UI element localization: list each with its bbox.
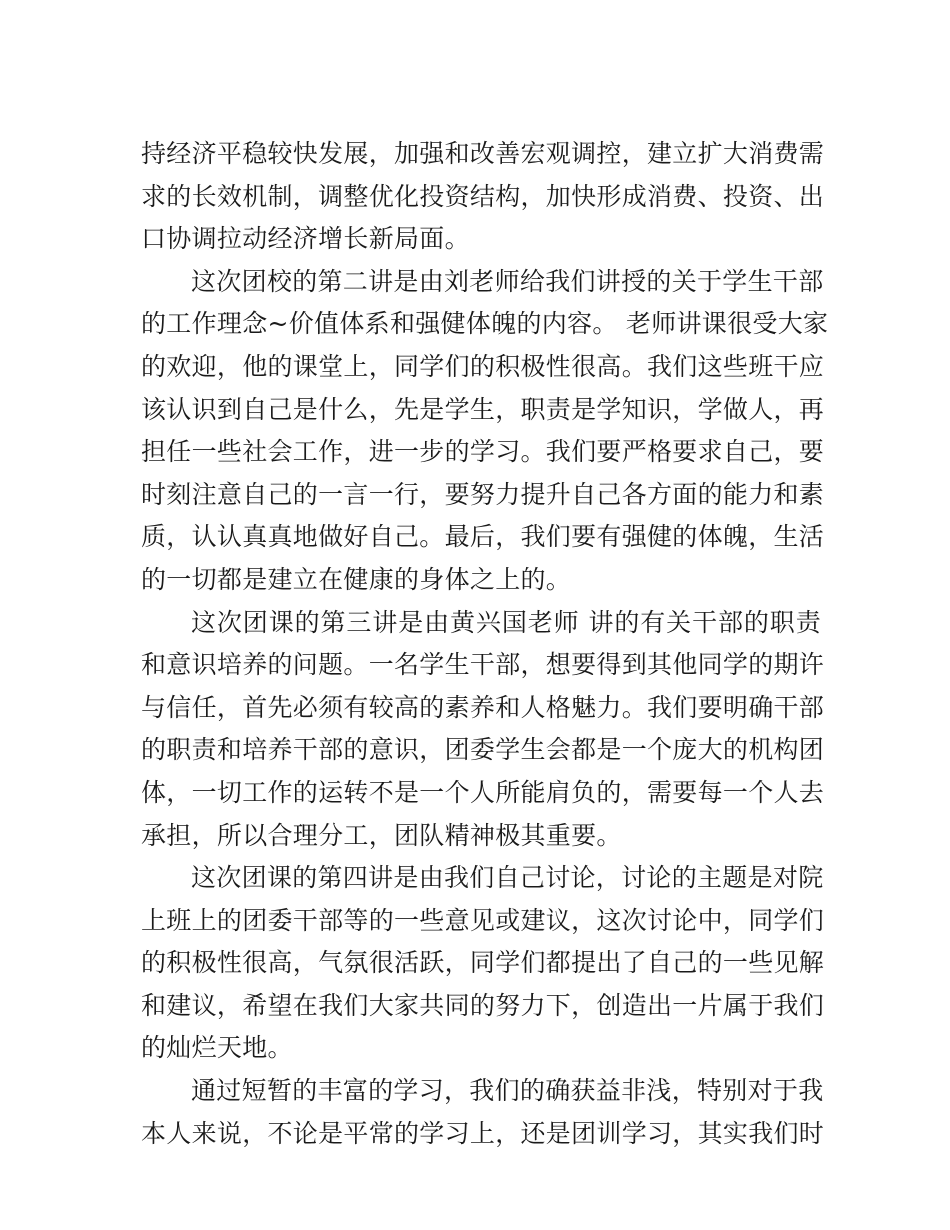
text-line: 的职责和培养干部的意识，团委学生会都是一个庞大的机构团 <box>141 735 825 765</box>
text-line: 担任一些社会工作，进一步的学习。我们要严格要求自己，要 <box>141 437 825 467</box>
paragraph <box>141 602 825 858</box>
text-line: 的灿烂天地。 <box>141 1033 293 1063</box>
text-line: 口协调拉动经济增长新局面。 <box>141 224 470 254</box>
text-line: 本人来说，不论是平常的学习上，还是团训学习，其实我们时 <box>141 1118 825 1148</box>
text-line: 的工作理念~价值体系和强健体魄的内容。 老师讲课很受大家 <box>141 309 829 339</box>
text-line: 这次团校的第二讲是由刘老师给我们讲授的关于学生干部 <box>191 266 824 296</box>
text-line: 和意识培养的问题。一名学生干部，想要得到其他同学的期许 <box>141 650 825 680</box>
paragraph <box>141 133 825 261</box>
text-line: 这次团课的第四讲是由我们自己讨论，讨论的主题是对院 <box>191 863 824 893</box>
text-line: 和建议，希望在我们大家共同的努力下，创造出一片属于我们 <box>141 990 825 1020</box>
text-line: 持经济平稳较快发展，加强和改善宏观调控，建立扩大消费需 <box>141 139 825 168</box>
paragraph <box>141 857 825 1070</box>
text-line: 该认识到自己是什么，先是学生，职责是学知识，学做人，再 <box>141 394 825 424</box>
text-line: 这次团课的第三讲是由黄兴国老师 讲的有关干部的职责 <box>191 607 821 637</box>
text-line: 体，一切工作的运转不是一个人所能肩负的，需要每一个人去 <box>141 777 825 807</box>
text-line: 时刻注意自己的一言一行，要努力提升自己各方面的能力和素 <box>141 479 825 509</box>
text-line: 的欢迎，他的课堂上，同学们的积极性很高。我们这些班干应 <box>141 351 825 381</box>
text-line: 与信任，首先必须有较高的素养和人格魅力。我们要明确干部 <box>141 692 825 722</box>
text-line: 的积极性很高，气氛很活跃，同学们都提出了自己的一些见解 <box>141 948 825 978</box>
text-line: 求的长效机制，调整优化投资结构，加快形成消费、投资、出 <box>141 181 825 211</box>
document-body <box>141 133 829 1155</box>
text-line: 承担，所以合理分工，团队精神极其重要。 <box>141 820 622 850</box>
paragraph <box>141 1070 825 1155</box>
paragraph <box>141 261 829 602</box>
text-line: 的一切都是建立在健康的身体之上的。 <box>141 564 572 594</box>
text-line: 通过短暂的丰富的学习，我们的确获益非浅，特别对于我 <box>191 1076 824 1106</box>
text-line: 质，认认真真地做好自己。最后，我们要有强健的体魄，生活 <box>141 522 825 552</box>
text-line: 上班上的团委干部等的一些意见或建议，这次讨论中，同学们 <box>141 905 825 935</box>
